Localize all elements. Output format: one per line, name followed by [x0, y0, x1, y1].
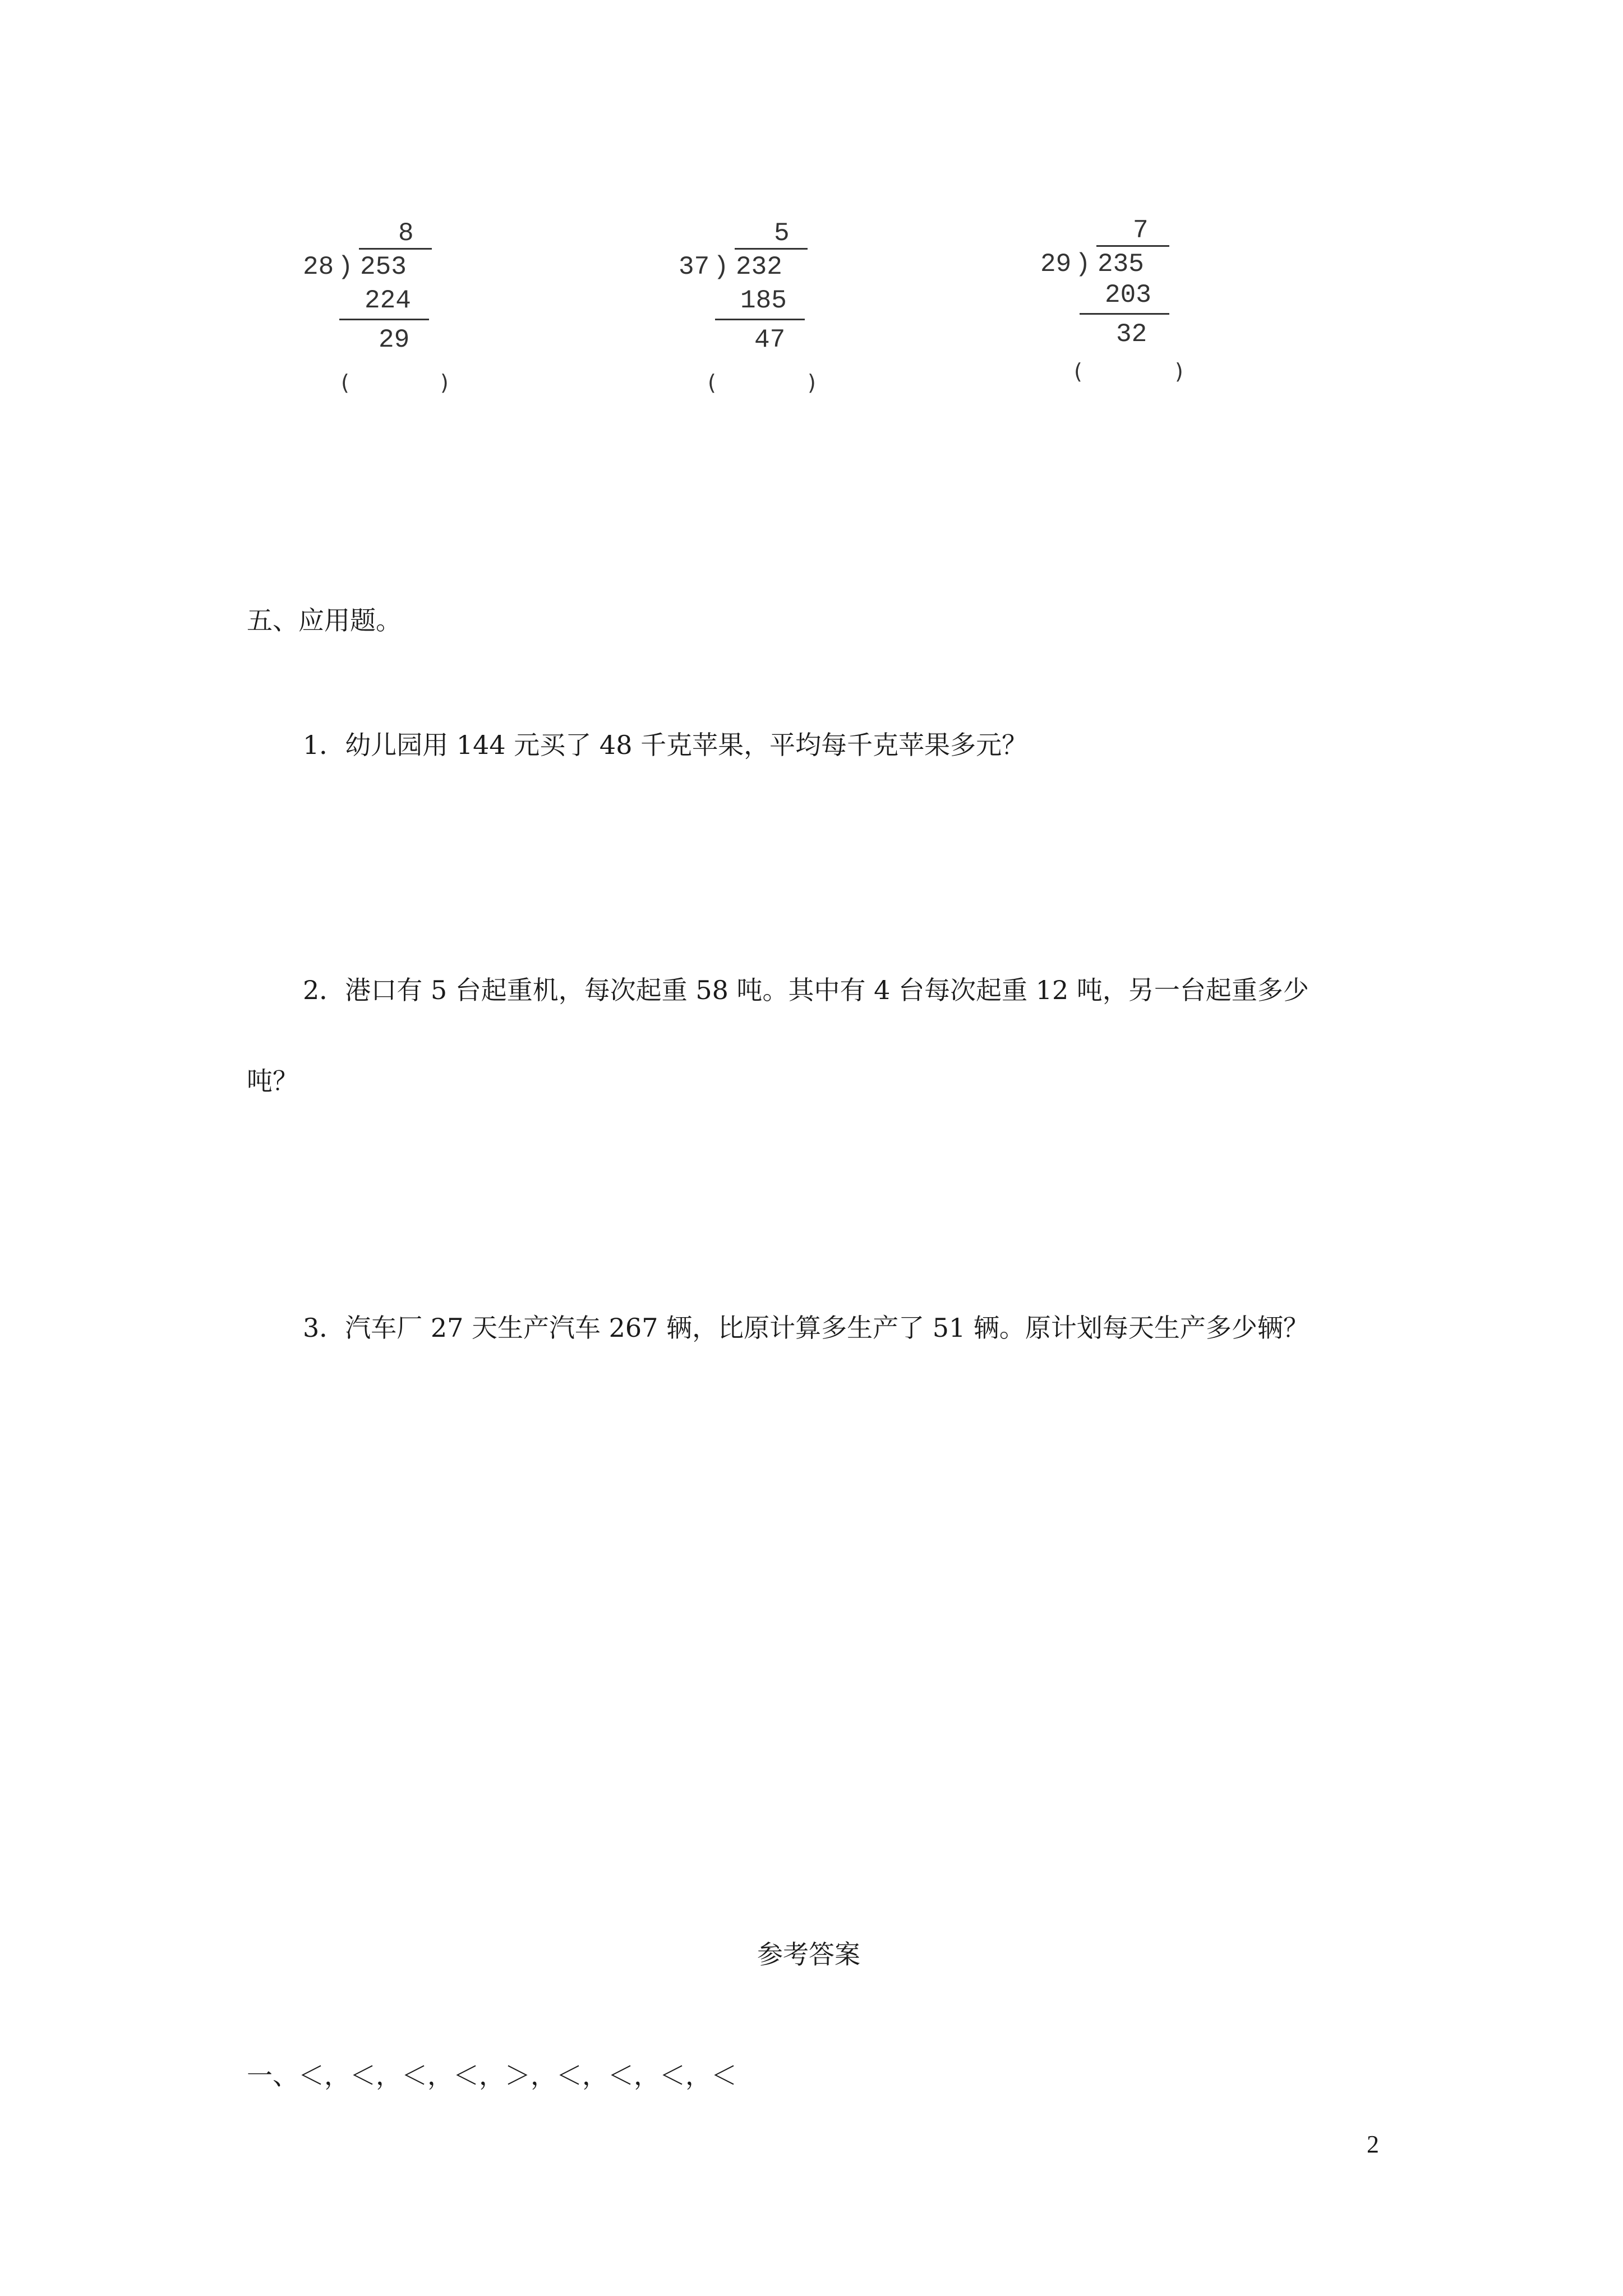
division-bar	[1096, 245, 1169, 247]
dividend: 235	[1098, 250, 1144, 279]
section-title: 五、应用题。	[247, 605, 402, 636]
divisor: 28	[303, 252, 334, 282]
answer-close-paren: )	[808, 370, 816, 395]
division-bracket: )	[338, 252, 353, 282]
quotient: 7	[1133, 216, 1149, 245]
question-3: 3．汽车厂 27 天生产汽车 267 辆，比原计算多生产了 51 辆。原计划每天生产多少辆？	[303, 1313, 1309, 1343]
division-bar	[359, 248, 432, 250]
answer-open-paren: (	[708, 370, 716, 395]
remainder: 29	[379, 325, 410, 355]
question-2-line-2: 吨？	[247, 1066, 298, 1096]
divisor: 29	[1040, 250, 1072, 279]
answers-line-1: 一、＜，＜，＜，＜，＞，＜，＜，＜，＜	[247, 2060, 737, 2091]
product: 224	[365, 286, 411, 315]
division-bracket: )	[713, 252, 729, 282]
quotient: 5	[774, 219, 790, 248]
answer-close-paren: )	[440, 370, 449, 395]
answer-open-paren: (	[1074, 359, 1082, 384]
product: 185	[740, 286, 787, 315]
division-bar	[735, 248, 808, 250]
remainder: 32	[1116, 320, 1147, 349]
dividend: 253	[360, 252, 407, 282]
subtraction-line	[715, 319, 805, 320]
question-1: 1．幼儿园用 144 元买了 48 千克苹果，平均每千克苹果多元？	[303, 730, 1028, 760]
long-division-3	[1040, 208, 1276, 393]
divisor: 37	[679, 252, 710, 282]
division-bracket: )	[1075, 250, 1091, 279]
long-division-1	[297, 208, 533, 393]
product: 203	[1105, 280, 1151, 310]
quotient: 8	[398, 219, 414, 248]
subtraction-line	[339, 319, 429, 320]
answers-title: 参考答案	[757, 1939, 860, 1970]
answer-open-paren: (	[341, 370, 349, 395]
dividend: 232	[736, 252, 782, 282]
question-2-line-1: 2．港口有 5 台起重机，每次起重 58 吨。其中有 4 台每次起重 12 吨，另一台起重多少	[303, 975, 1309, 1005]
subtraction-line	[1080, 313, 1169, 315]
long-division-2	[673, 208, 909, 393]
remainder: 47	[754, 325, 786, 355]
page-number: 2	[1367, 2131, 1379, 2158]
answer-close-paren: )	[1175, 359, 1183, 384]
